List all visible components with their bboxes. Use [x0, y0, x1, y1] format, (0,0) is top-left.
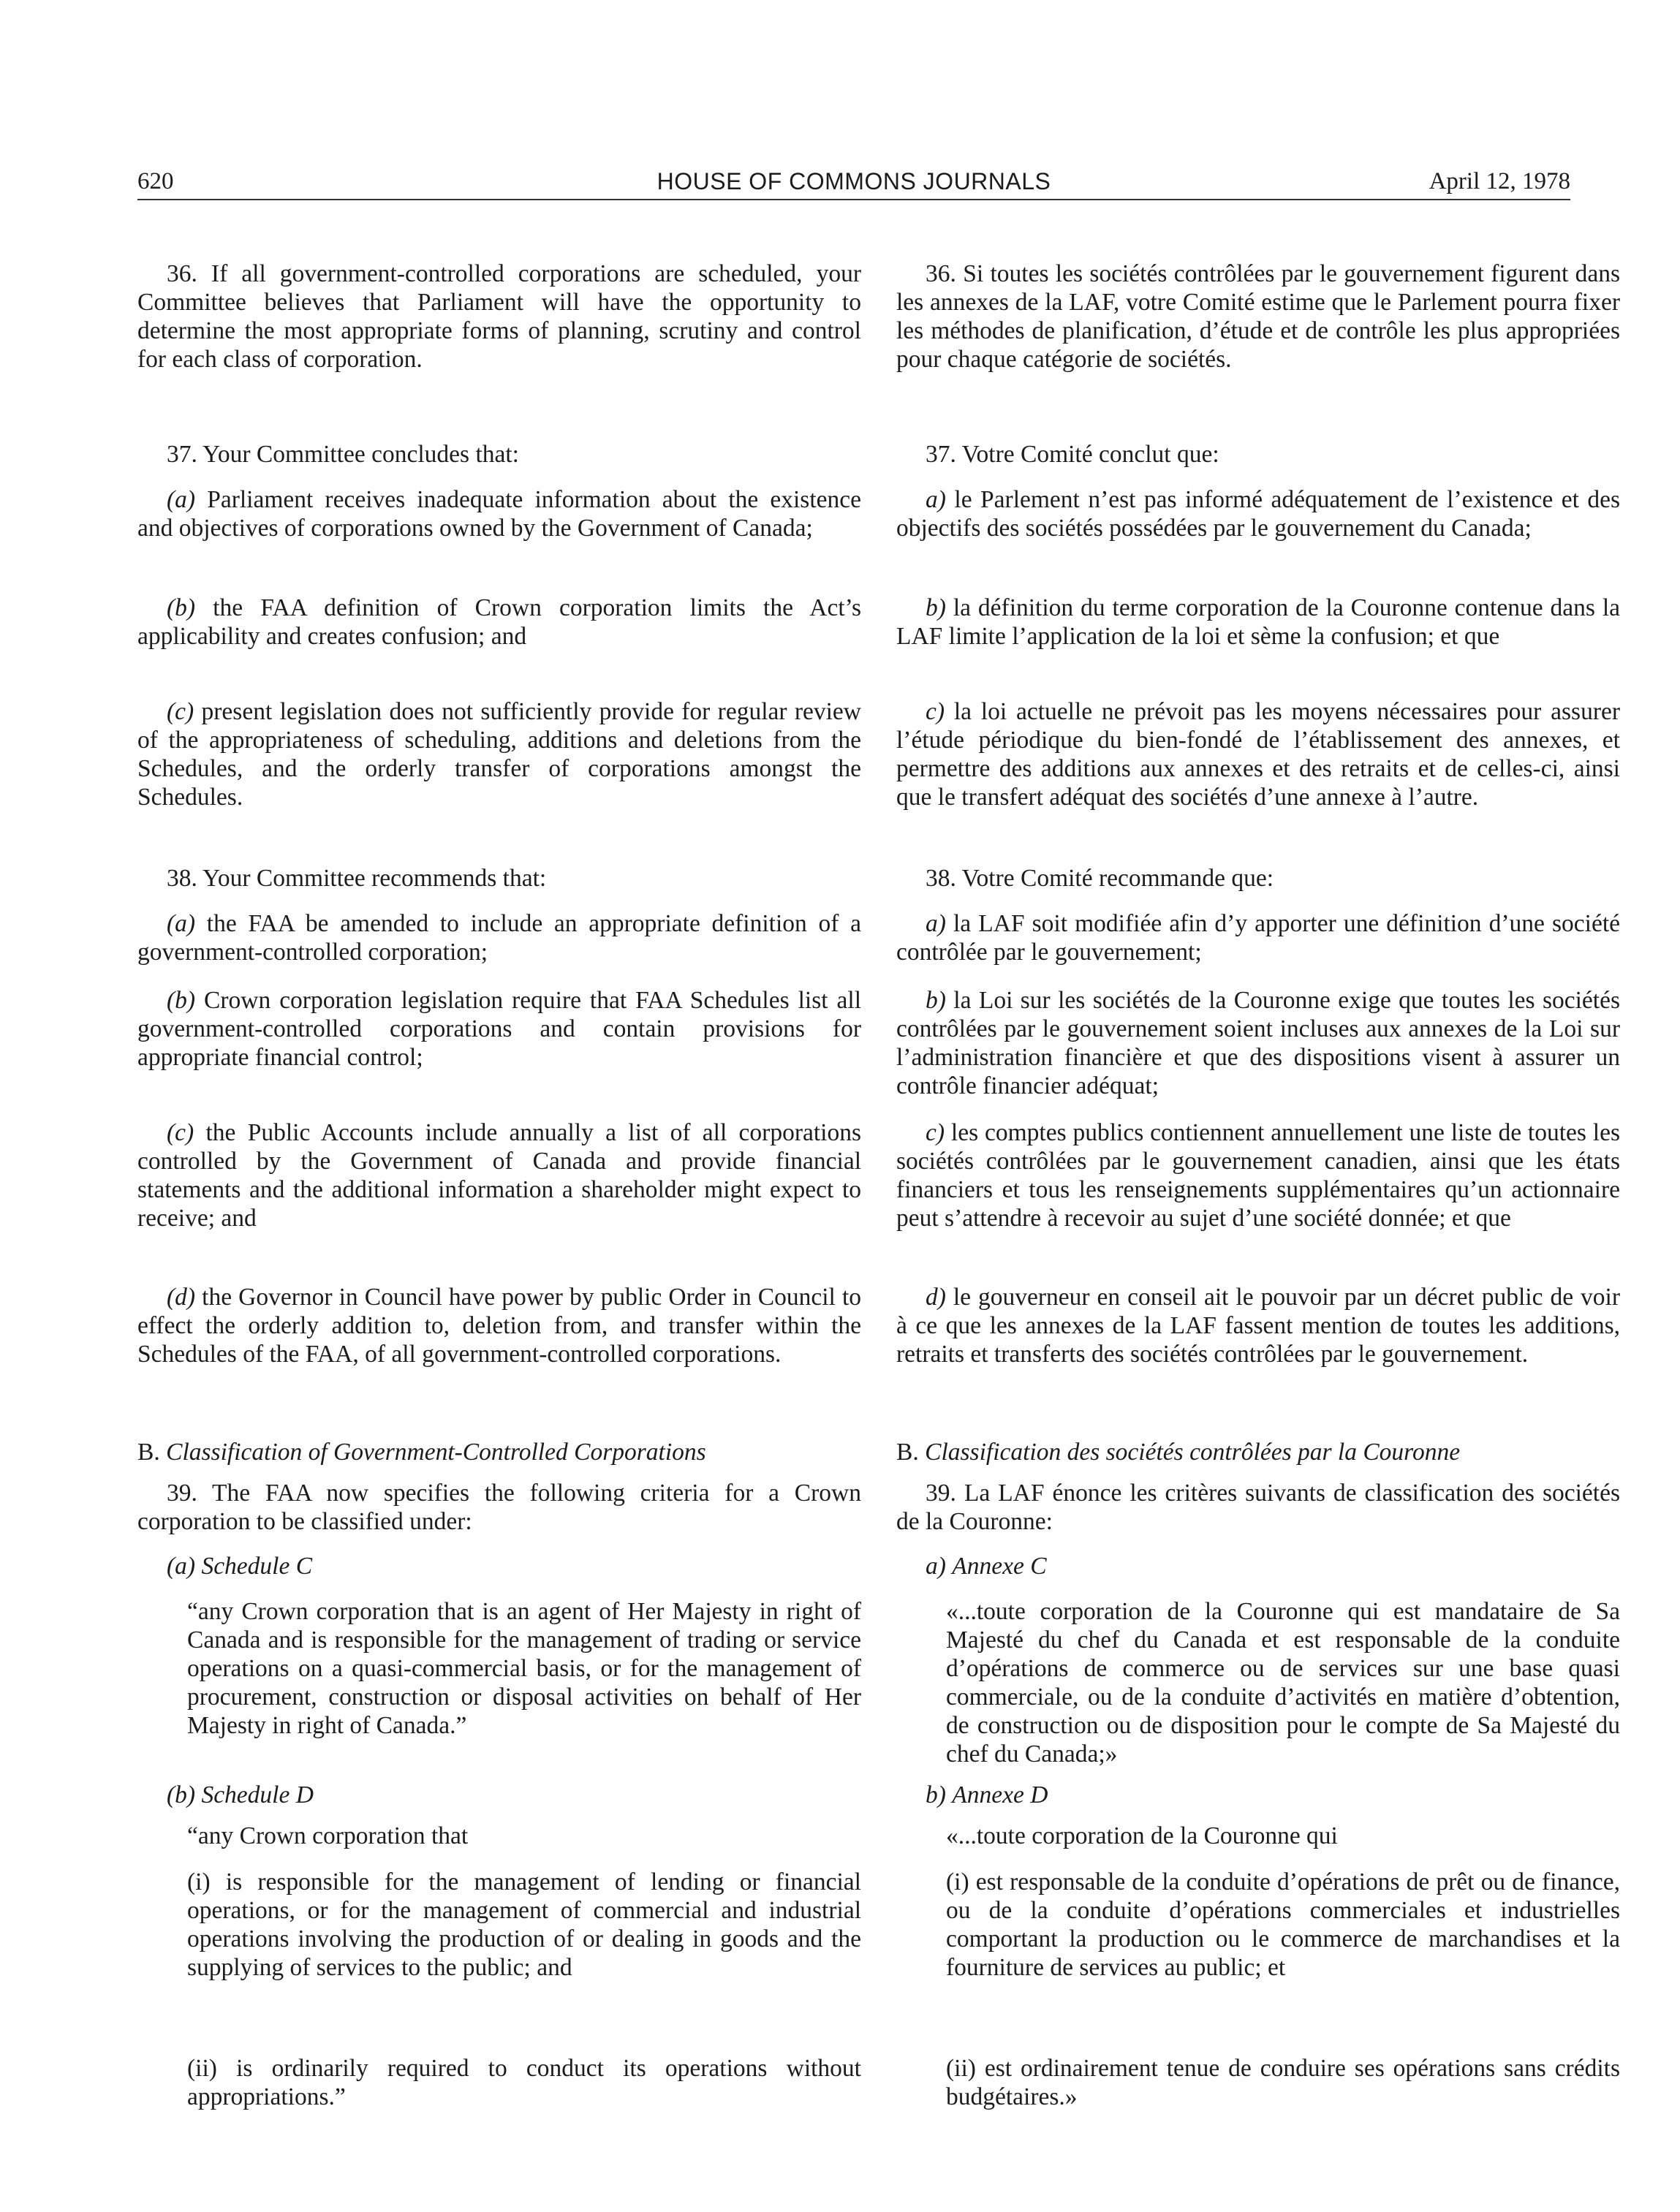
paragraph-39-intro: 39. The FAA now specifies the following criteria for a Crown corporation to be classified under:: [137, 1480, 861, 1535]
item-marker: (a): [167, 910, 196, 937]
paragraph-39-intro: 39. La LAF énonce les critères suivants de classification des sociétés de la Couronne:: [896, 1480, 1620, 1535]
journal-date: April 12, 1978: [1429, 168, 1570, 194]
paragraph-38-intro: 38. Votre Comité recommande que:: [926, 865, 1274, 892]
paragraph-39b-label: [926, 1781, 1620, 1809]
paragraph-39b-label: [167, 1781, 861, 1809]
item-text: la loi actuelle ne prévoit pas les moyens nécessaires pour assurer l’étude périodique du bien-fondé de l’établissement des annexes, et permettre des additions aux annexes et des retraits et de celles-ci, ainsi que le transfert adéquat des sociétés d’une annexe à l’autre.: [896, 698, 1620, 811]
item-marker: (b): [167, 594, 196, 621]
item-text: les comptes publics contiennent annuellement une liste de toutes les sociétés contrôlées par le gouvernement canadien, ainsi que les états financiers et tous les renseignements supplémentaires qu’un actionnaire peut s’attendre à recevoir au sujet d’une société donnée; et que: [896, 1119, 1621, 1232]
section-heading-b: [137, 1438, 861, 1466]
item-text: le Parlement n’est pas informé adéquatement de l’existence et des objectifs des sociétés possédées par le gouvernement du Canada;: [896, 486, 1621, 542]
item-marker: (b): [167, 987, 196, 1014]
paragraph-38b: [137, 986, 861, 1072]
section-title: Classification des sociétés contrôlées par la Couronne: [925, 1439, 1461, 1466]
french-column: [896, 260, 1620, 2175]
item-text: la LAF soit modifiée afin d’y apporter une définition d’une société contrôlée par le gouvernement;: [896, 910, 1621, 966]
section-letter: B.: [137, 1439, 160, 1466]
item-text: present legislation does not sufficiently provide for regular review of the appropriateness of scheduling, additions and deletions from the Schedules, and the orderly transfer of corporations amongst the Schedules.: [137, 698, 861, 811]
item-marker: c): [926, 698, 945, 725]
paragraph-39b-i: (i) is responsible for the management of lending or financial operations, or for the management of commercial and industrial operations involving the production of or dealing in goods and the supplying of services to the public; and: [187, 1868, 861, 1981]
paragraph-38-intro: 38. Your Committee recommends that:: [167, 865, 547, 892]
paragraph-39a-quote: «...toute corporation de la Couronne qui est mandataire de Sa Majesté du chef du Canada et est responsable de la conduite d’opérations de commerce ou de services sur une base quasi commerciale, ou de la conduite d’activités en matière d’obtention, de construction ou de disposition pour le compte de Sa Majesté du chef du Canada;»: [946, 1598, 1620, 1768]
paragraph-37a: [896, 485, 1620, 542]
schedule-label: Schedule D: [201, 1781, 314, 1808]
paragraph-37b: [896, 594, 1620, 651]
item-marker: (c): [167, 1119, 194, 1146]
paragraph-39a-label: [926, 1552, 1620, 1580]
item-marker: (b): [167, 1781, 196, 1808]
item-text: the Governor in Council have power by public Order in Council to effect the orderly addition to, deletion from, and transfer within the Schedules of the FAA, of all government-controlled corporations.: [137, 1284, 861, 1368]
paragraph-38a: [896, 909, 1620, 966]
paragraph-38d: [137, 1283, 861, 1368]
item-text: la Loi sur les sociétés de la Couronne exige que toutes les sociétés contrôlées par le gouvernement soient incluses aux annexes de la Loi sur l’administration financière et que des dispositions visent à assurer un contrôle financier adéquat;: [896, 987, 1620, 1099]
item-text: the Public Accounts include annually a list of all corporations controlled by the Government of Canada and provide financial statements and the additional information a shareholder might expect to receive; and: [137, 1119, 861, 1232]
item-marker: (a): [167, 1553, 196, 1580]
paragraph-38c: [896, 1118, 1620, 1232]
schedule-label: Annexe C: [952, 1553, 1047, 1580]
section-letter: B.: [896, 1439, 919, 1466]
paragraph-39b-ii: (ii) est ordinairement tenue de conduire ses opérations sans crédits budgétaires.»: [946, 2055, 1620, 2110]
paragraph-38a: [137, 909, 861, 966]
paragraph-38d: [896, 1283, 1620, 1368]
journal-title: HOUSE OF COMMONS JOURNALS: [657, 168, 1051, 194]
section-title: Classification of Government-Controlled Corporations: [166, 1439, 706, 1466]
item-marker: (d): [167, 1284, 196, 1311]
paragraph-39b-quote: «...toute corporation de la Couronne qui: [946, 1822, 1338, 1849]
item-marker: a): [926, 910, 946, 937]
section-heading-b: [896, 1438, 1620, 1466]
item-text: the FAA be amended to include an appropriate definition of a government-controlled corporation;: [137, 910, 862, 966]
item-marker: d): [926, 1284, 946, 1311]
schedule-label: Annexe D: [952, 1781, 1048, 1808]
item-marker: b): [926, 1781, 946, 1808]
item-marker: b): [926, 987, 946, 1014]
paragraph-39b-i: (i) est responsable de la conduite d’opérations de prêt ou de finance, ou de la conduite d’opérations commerciales et industrielles comportant la production ou le commerce de marchandises et la fourniture de services au public; et: [946, 1868, 1620, 1981]
item-text: Crown corporation legislation require that FAA Schedules list all government-controlled corporations and contain provisions for appropriate financial control;: [137, 987, 861, 1071]
schedule-label: Schedule C: [201, 1553, 313, 1580]
item-text: Parliament receives inadequate information about the existence and objectives of corporations owned by the Government of Canada;: [137, 486, 861, 542]
paragraph-39b-ii: (ii) is ordinarily required to conduct its operations without appropriations.”: [187, 2055, 861, 2110]
paragraph-39a-label: [167, 1552, 861, 1580]
item-marker: (c): [167, 698, 194, 725]
paragraph-37b: [137, 594, 861, 651]
item-marker: b): [926, 594, 946, 621]
paragraph-36: 36. Si toutes les sociétés contrôlées par le gouvernement figurent dans les annexes de la LAF, votre Comité estime que le Parlement pourra fixer les méthodes de planification, d’étude et de contrôle les plus appropriées pour chaque catégorie de sociétés.: [896, 260, 1620, 373]
item-marker: c): [926, 1119, 945, 1146]
item-text: le gouverneur en conseil ait le pouvoir par un décret public de voir à ce que les annexes de la LAF fassent mention de toutes les additions, retraits et transferts des sociétés contrôlées par le gouvernement.: [896, 1284, 1620, 1368]
page-header: [137, 164, 1570, 200]
paragraph-39b-quote: “any Crown corporation that: [187, 1822, 469, 1849]
paragraph-37c: [896, 697, 1620, 811]
paragraph-38b: [896, 986, 1620, 1100]
item-marker: (a): [167, 486, 196, 513]
page-number: 620: [137, 168, 174, 194]
paragraph-39a-quote: “any Crown corporation that is an agent of Her Majesty in right of Canada and is responsible for the management of trading or service operations on a quasi-commercial basis, or for the management of procurement, construction or disposal activities on behalf of Her Majesty in right of Canada.”: [187, 1598, 861, 1739]
item-text: la définition du terme corporation de la Couronne contenue dans la LAF limite l’application de la loi et sème la confusion; et que: [896, 594, 1621, 650]
item-text: the FAA definition of Crown corporation limits the Act’s applicability and creates confusion; and: [137, 594, 862, 650]
paragraph-36: 36. If all government-controlled corporations are scheduled, your Committee believes that Parliament will have the opportunity to determine the most appropriate forms of planning, scrutiny and control for each class of corporation.: [137, 260, 861, 373]
item-marker: a): [926, 1553, 946, 1580]
paragraph-37c: [137, 697, 861, 811]
paragraph-37-intro: 37. Votre Comité conclut que:: [926, 441, 1219, 468]
english-column: [137, 260, 861, 2175]
paragraph-37a: [137, 485, 861, 542]
paragraph-38c: [137, 1118, 861, 1232]
item-marker: a): [926, 486, 946, 513]
paragraph-37-intro: 37. Your Committee concludes that:: [167, 441, 519, 468]
